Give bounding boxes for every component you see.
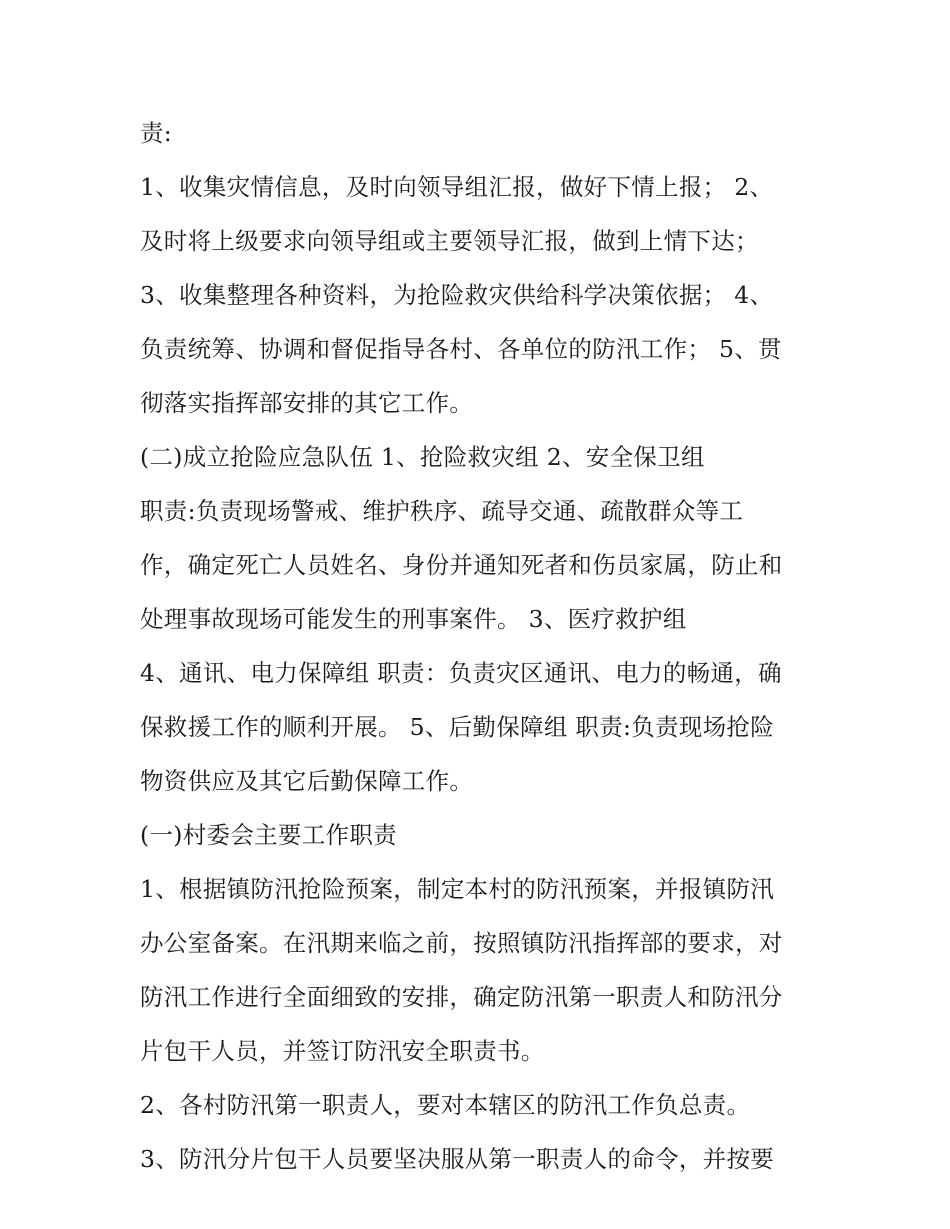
section-heading-line: (二)成立抢险应急队伍 1、抢险救灾组 2、安全保卫组 [140,443,705,471]
text-line: 2、各村防汛第一职责人，要对本辖区的防汛工作负总责。 [140,1091,751,1119]
text-line: 3、防汛分片包干人员要坚决服从第一职责人的命令，并按要 [140,1145,775,1173]
text-line: 4、通讯、电力保障组 职责：负责灾区通讯、电力的畅通，确 [140,659,782,687]
text-line: 物资供应及其它后勤保障工作。 [140,767,474,795]
text-line: 职责:负责现场警戒、维护秩序、疏导交通、疏散群众等工 [140,497,744,525]
text-line: 作，确定死亡人员姓名、身份并通知死者和伤员家属，防止和 [140,551,783,579]
text-line: 1、收集灾情信息，及时向领导组汇报，做好下情上报； 2、 [140,173,774,201]
text-line: 办公室备案。在汛期来临之前，按照镇防汛指挥部的要求，对 [140,929,783,957]
text-line: 处理事故现场可能发生的刑事案件。 3、医疗救护组 [140,605,687,633]
text-line: 负责统筹、协调和督促指导各村、各单位的防汛工作； 5、贯 [140,335,782,363]
section-heading: (一)村委会主要工作职责 [140,821,397,849]
text-line: 保救援工作的顺利开展。 5、后勤保障组 职责:负责现场抢险 [140,713,775,741]
text-line: 及时将上级要求向领导组或主要领导汇报，做到上情下达； [140,227,759,255]
text-line: 责: [140,119,173,147]
text-line: 彻落实指挥部安排的其它工作。 [140,389,474,417]
text-line: 3、收集整理各种资料，为抢险救灾供给科学决策依据； 4、 [140,281,774,309]
document-body [140,108,830,1188]
text-line: 片包干人员，并签订防汛安全职责书。 [140,1037,545,1065]
text-line: 1、根据镇防汛抢险预案，制定本村的防汛预案，并报镇防汛 [140,875,775,903]
text-line: 防汛工作进行全面细致的安排，确定防汛第一职责人和防汛分 [140,983,783,1011]
